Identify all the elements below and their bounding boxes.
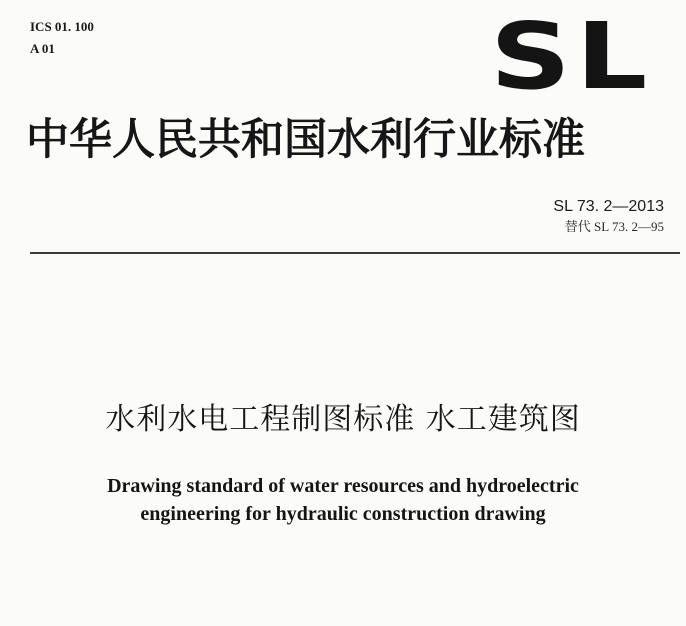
title-english-line-1: Drawing standard of water resources and hydroelectric [107, 475, 579, 497]
sl-logo: SL [490, 3, 653, 110]
issuing-authority-title: 中华人民共和国水利行业标准 [26, 115, 585, 165]
replaces-note: 替代 SL 73. 2—95 [564, 219, 664, 234]
header-divider [30, 252, 680, 254]
classification-codes [30, 16, 94, 60]
standard-code: SL 73. 2—2013 [553, 198, 664, 215]
ics-code: ICS 01. 100 [30, 19, 94, 34]
standard-number-block [553, 196, 664, 236]
category-code: A 01 [30, 41, 55, 56]
title-english [0, 472, 686, 528]
title-english-line-2: engineering for hydraulic construction drawing [140, 503, 546, 525]
title-chinese: 水利水电工程制图标准 水工建筑图 [105, 402, 581, 437]
